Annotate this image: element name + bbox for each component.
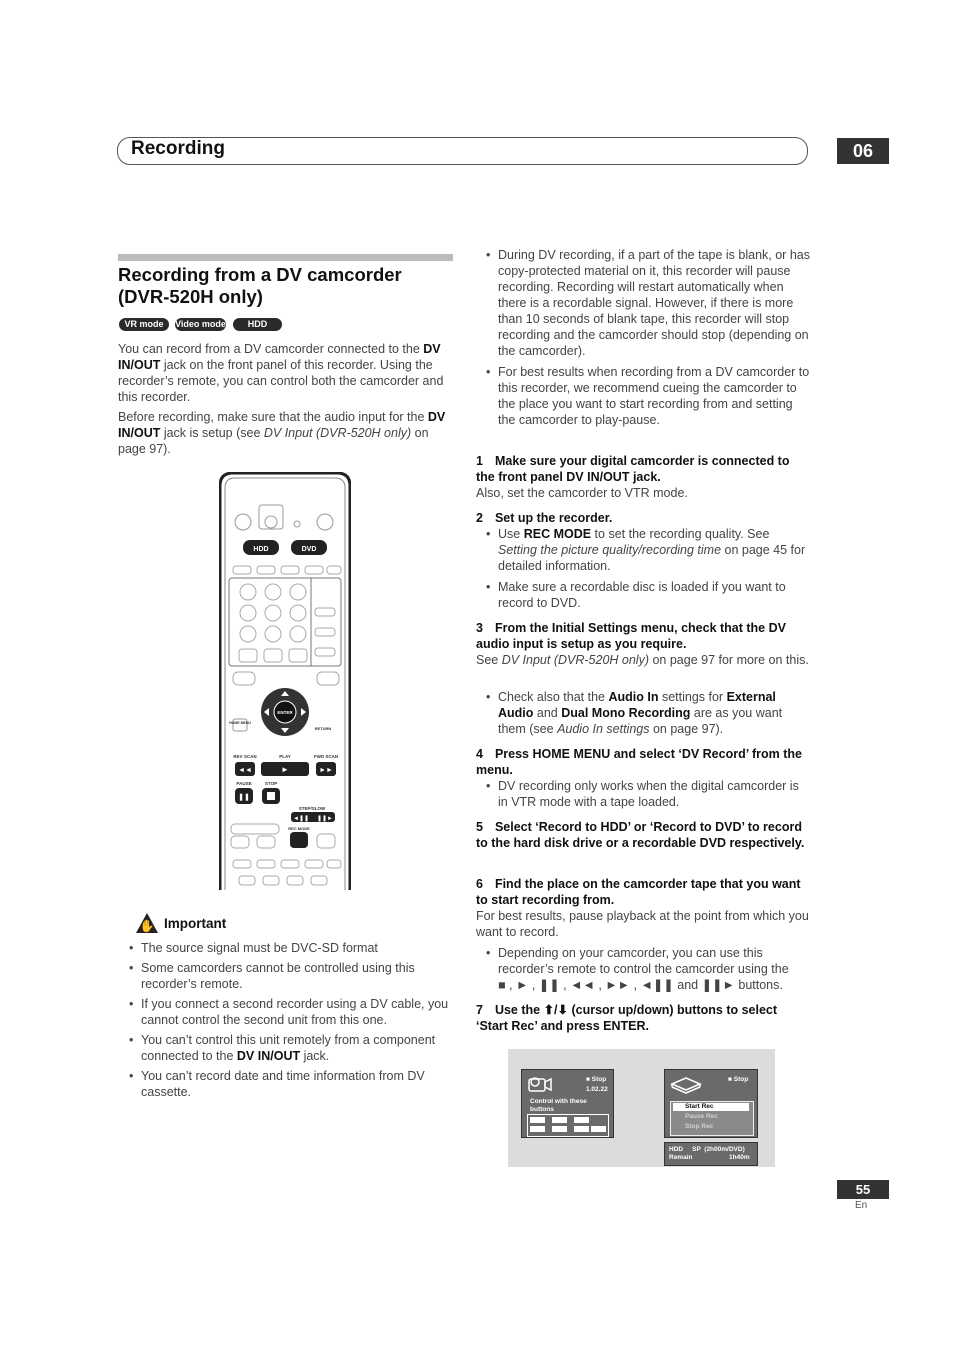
intro-paragraph-2: Before recording, make sure that the audio input for the DV IN/OUT jack is setup (see DV Input (DVR-520H only) on page 97). bbox=[118, 410, 446, 456]
chapter-title: Recording bbox=[131, 138, 225, 159]
page-number: 55 bbox=[837, 1180, 889, 1199]
remote-fwd-scan-label: FWD SCAN bbox=[313, 754, 339, 759]
important-item-5: • You can’t record date and time information from DV cassette. bbox=[119, 1068, 459, 1100]
important-list bbox=[119, 940, 459, 1104]
badge-hdd: HDD bbox=[233, 318, 282, 331]
step-7-heading: 7 Use the ⬆/⬇ (cursor up/down) buttons to select ‘Start Rec’ and press ENTER. bbox=[476, 1003, 778, 1033]
hdd-info-remain-value: 1h40m bbox=[729, 1154, 750, 1161]
step-4-bullets bbox=[476, 778, 810, 815]
step-2-bullet-2: • Make sure a recordable disc is loaded if you want to record to DVD. bbox=[476, 579, 810, 611]
important-item-2: • Some camcorders cannot be controlled using this recorder’s remote. bbox=[119, 960, 459, 992]
badge-vr-mode: VR mode bbox=[119, 318, 169, 331]
remote-enter-label: ENTER bbox=[277, 710, 293, 715]
remote-rev-scan-label: REV SCAN bbox=[233, 754, 257, 759]
step-3-bullets bbox=[476, 689, 810, 742]
important-title: Important bbox=[164, 916, 227, 931]
recorder-icon bbox=[670, 1076, 702, 1094]
svg-text:✋: ✋ bbox=[139, 919, 155, 933]
hdd-info-bar bbox=[664, 1142, 758, 1166]
remote-step-slow-label: STEP/SLOW bbox=[298, 806, 326, 811]
step-6-bullets bbox=[476, 945, 810, 998]
bullet-blank-tape: • During DV recording, if a part of the tape is blank, or has copy-protected material on it, this recorder will pause recording. Recording will restart automatically when there is a recordable signal. However, if there is more than 10 seconds of blank tape, this recorder will stop recording and the camcorder should stop (depending on the camcorder). bbox=[476, 247, 810, 359]
remote-home-menu-label: HOME MENU bbox=[229, 721, 251, 725]
step-2-bullet-1: • Use REC MODE to set the recording quality. See Setting the picture quality/recording time on page 45 for detailed information. bbox=[476, 526, 810, 574]
step-6-body: For best results, pause playback at the point from which you want to record. bbox=[476, 909, 809, 939]
remote-stop-label: STOP bbox=[264, 781, 278, 786]
step-3-body: See DV Input (DVR-520H only) on page 97 for more on this. bbox=[476, 653, 809, 667]
remote-recmode-label: REC MODE bbox=[288, 826, 310, 831]
badge-video-mode: Video mode bbox=[175, 319, 226, 329]
left-screen-status: ■ Stop bbox=[586, 1076, 607, 1083]
step-6-heading: 6 Find the place on the camcorder tape that you want to start recording from. bbox=[476, 877, 801, 907]
right-screen-status: ■ Stop bbox=[728, 1076, 749, 1083]
step-1-heading: 1 Make sure your digital camcorder is connected to the front panel DV IN/OUT jack. bbox=[476, 454, 790, 484]
chapter-number: 06 bbox=[837, 138, 889, 164]
camcorder-screen bbox=[521, 1069, 614, 1138]
section-divider bbox=[118, 254, 453, 261]
menu-stop-rec[interactable]: Stop Rec bbox=[685, 1123, 714, 1130]
step-3-bullet-1: • Check also that the Audio In settings for External Audio and Dual Mono Recording are as you want them (see Audio In settings on page 97). bbox=[476, 689, 810, 737]
remote-control-illustration bbox=[219, 472, 351, 892]
svg-text:►: ► bbox=[281, 765, 289, 774]
step-4-bullet-1: • DV recording only works when the digital camcorder is in VTR mode with a tape loaded. bbox=[476, 778, 810, 810]
step-1-body: Also, set the camcorder to VTR mode. bbox=[476, 486, 688, 500]
section-title: Recording from a DV camcorder (DVR-520H only) bbox=[118, 264, 402, 307]
warning-icon bbox=[135, 912, 159, 934]
svg-text:❚❚►: ❚❚► bbox=[317, 816, 333, 822]
important-item-3: • If you connect a second recorder using a DV cable, you cannot control the second unit from this one. bbox=[119, 996, 459, 1028]
remote-hdd-label: HDD bbox=[253, 546, 269, 553]
hdd-info-line-1: HDD SP (2h00m/DVD) bbox=[669, 1146, 745, 1153]
step-2-heading: 2 Set up the recorder. bbox=[476, 511, 613, 525]
menu-pause-rec[interactable]: Pause Rec bbox=[685, 1113, 718, 1120]
intro-paragraph-1: You can record from a DV camcorder connected to the DV IN/OUT jack on the front panel of this recorder. Using the recorder’s remote, you can control both the camcorder and this recorder. bbox=[118, 342, 444, 404]
important-item-1: • The source signal must be DVC-SD format bbox=[119, 940, 459, 956]
camcorder-icon bbox=[527, 1074, 553, 1094]
menu-start-rec[interactable]: Start Rec bbox=[685, 1103, 714, 1110]
svg-text:►►: ►► bbox=[319, 767, 333, 774]
step-3-heading: 3 From the Initial Settings menu, check that the DV audio input is setup as you require. bbox=[476, 621, 786, 651]
dv-record-screen bbox=[664, 1069, 758, 1138]
svg-text:❚❚: ❚❚ bbox=[238, 794, 250, 801]
remote-return-label: RETURN bbox=[314, 726, 332, 731]
step-2-bullets bbox=[476, 526, 810, 616]
remote-dvd-label: DVD bbox=[301, 546, 317, 553]
language-code: En bbox=[855, 1200, 868, 1211]
svg-text:◄◄: ◄◄ bbox=[238, 767, 252, 774]
hdd-info-remain-label: Remain bbox=[669, 1154, 693, 1161]
important-item-4: • You can’t control this unit remotely from a component connected to the DV IN/OUT jack. bbox=[119, 1032, 459, 1064]
left-screen-caption: Control with these buttons bbox=[530, 1098, 587, 1113]
step-5-heading: 5 Select ‘Record to HDD’ or ‘Record to DVD’ to record to the hard disk drive or a recordable DVD respectively. bbox=[476, 820, 805, 850]
transport-symbols: ■ , ► , ❚❚ , ◄◄ , ►► , ◄❚❚ and ❚❚► buttons. bbox=[498, 978, 783, 992]
step-4-heading: 4 Press HOME MENU and select ‘DV Record’ from the menu. bbox=[476, 747, 802, 777]
svg-text:◄❚❚: ◄❚❚ bbox=[293, 816, 309, 822]
remote-pause-label: PAUSE bbox=[236, 781, 252, 786]
remote-play-label: PLAY bbox=[279, 754, 291, 759]
step-6-bullet-1: • Depending on your camcorder, you can use this recorder’s remote to control the camcorder using the ■ , ► , ❚❚ , ◄◄ , ►► , ◄❚❚ and ❚❚► buttons. bbox=[476, 945, 810, 993]
screen-illustrations bbox=[508, 1049, 775, 1167]
left-screen-time: 1.02.22 bbox=[586, 1086, 608, 1093]
intro-bullets bbox=[476, 247, 810, 433]
bullet-best-results: • For best results when recording from a DV camcorder to this recorder, we recommend cueing the camcorder to the place you want to start recording from and setting the camcorder to play-pause. bbox=[476, 364, 810, 428]
